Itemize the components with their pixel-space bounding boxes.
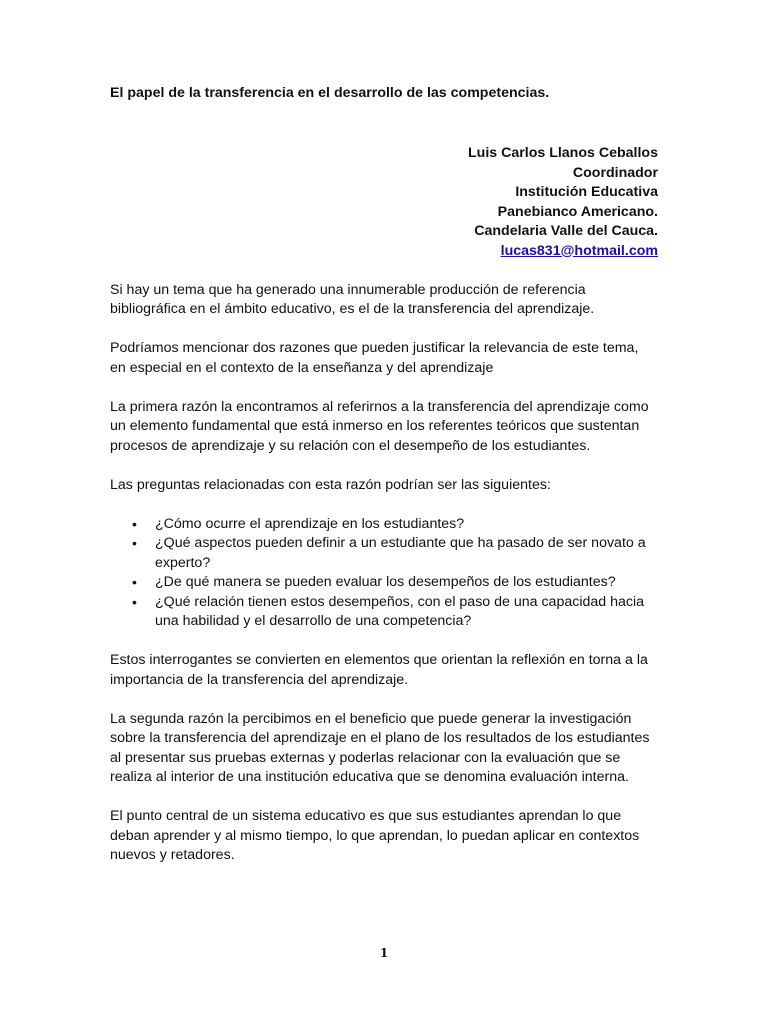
author-institution-line2: Panebianco Americano. xyxy=(497,203,658,220)
list-item xyxy=(110,534,658,573)
list-item xyxy=(110,593,658,632)
author-location: Candelaria Valle del Cauca. xyxy=(474,223,658,239)
paragraph-7: El punto central de un sistema educativo es que sus estudiantes aprendan lo que deban aprender y al mismo tiempo, lo que aprendan, lo puedan aplicar en contextos nuevos y retadores. xyxy=(110,808,640,863)
page-number: 1 xyxy=(379,946,389,960)
paragraph-1: Si hay un tema que ha generado una innumerable producción de referencia bibliográfica en el ámbito educativo, es el de la transferencia del aprendizaje. xyxy=(110,281,595,317)
list-item xyxy=(110,515,658,535)
author-block xyxy=(110,144,658,261)
list-item-text: ¿Qué aspectos pueden definir a un estudiante que ha pasado de ser novato a experto? xyxy=(155,535,646,571)
paragraph-4: Las preguntas relacionadas con esta razón podrían ser las siguientes: xyxy=(110,476,551,493)
list-item-text: ¿Cómo ocurre el aprendizaje en los estudiantes? xyxy=(155,515,465,532)
list-item xyxy=(110,573,658,593)
list-item-text: ¿Qué relación tienen estos desempeños, con el paso de una capacidad hacia una habilidad y el desarrollo de una competencia? xyxy=(155,593,645,629)
document-body xyxy=(110,84,658,866)
paragraph-3: La primera razón la encontramos al referirnos a la transferencia del aprendizaje como un elemento fundamental que está inmerso en los referentes teóricos que sustentan procesos de aprendizaje y su relación con el desempeño de los estudiantes. xyxy=(110,398,649,454)
author-role: Coordinador xyxy=(572,164,658,181)
paragraph-2: Podríamos mencionar dos razones que pueden justificar la relevancia de este tema, en especial en el contexto de la enseñanza y del aprendizaje xyxy=(110,340,639,376)
paragraph-5: Estos interrogantes se convierten en elementos que orientan la reflexión en torna a la importancia de la transferencia del aprendizaje. xyxy=(110,652,648,688)
author-email-link[interactable]: lucas831@hotmail.com xyxy=(500,242,658,259)
bullet-icon: • xyxy=(132,515,137,532)
author-institution-line1: Institución Educativa xyxy=(515,184,658,200)
bullet-icon: • xyxy=(132,593,137,610)
question-list xyxy=(110,515,658,632)
bullet-icon: • xyxy=(132,535,137,551)
bullet-icon: • xyxy=(132,574,137,590)
document-title: El papel de la transferencia en el desarrollo de las competencias. xyxy=(110,85,550,101)
author-name: Luis Carlos Llanos Ceballos xyxy=(467,145,658,161)
paragraph-6: La segunda razón la percibimos en el beneficio que puede generar la investigación sobre la transferencia del aprendizaje en el plano de los resultados de los estudiantes al presentar sus pruebas externas y poderlas relacionar con la evaluación que se realiza al interior de una institución educativa que se denomina evaluación interna. xyxy=(110,710,650,785)
list-item-text: ¿De qué manera se pueden evaluar los desempeños de los estudiantes? xyxy=(155,574,616,590)
